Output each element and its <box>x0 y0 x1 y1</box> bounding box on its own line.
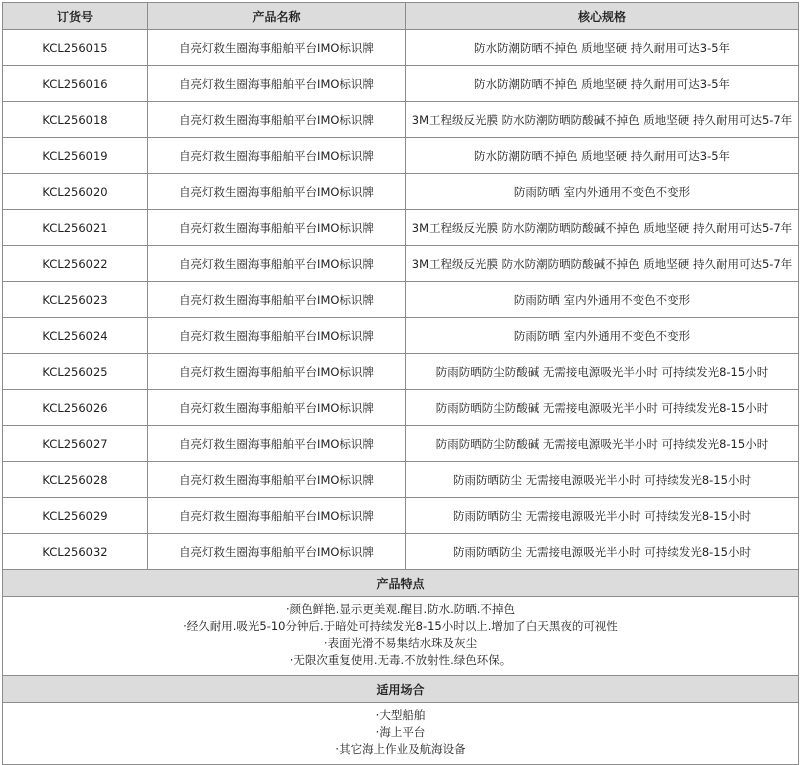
usage-item: ·大型船舶 <box>375 708 426 722</box>
cell-code: KCL256029 <box>3 498 148 534</box>
cell-name: 自亮灯救生圈海事船舶平台IMO标识牌 <box>148 174 406 210</box>
cell-spec: 防水防潮防晒不掉色 质地坚硬 持久耐用可达3-5年 <box>406 30 799 66</box>
cell-name: 自亮灯救生圈海事船舶平台IMO标识牌 <box>148 282 406 318</box>
spec-table <box>2 2 799 765</box>
table-row <box>3 102 799 138</box>
header-name: 产品名称 <box>148 3 406 30</box>
cell-name: 自亮灯救生圈海事船舶平台IMO标识牌 <box>148 318 406 354</box>
table-row <box>3 138 799 174</box>
cell-code: KCL256024 <box>3 318 148 354</box>
cell-code: KCL256028 <box>3 462 148 498</box>
cell-spec: 3M工程级反光膜 防水防潮防晒防酸碱不掉色 质地坚硬 持久耐用可达5-7年 <box>406 210 799 246</box>
table-row <box>3 30 799 66</box>
table-row <box>3 498 799 534</box>
table-row <box>3 282 799 318</box>
cell-name: 自亮灯救生圈海事船舶平台IMO标识牌 <box>148 138 406 174</box>
cell-spec: 3M工程级反光膜 防水防潮防晒防酸碱不掉色 质地坚硬 持久耐用可达5-7年 <box>406 246 799 282</box>
cell-spec: 防雨防晒防尘防酸碱 无需接电源吸光半小时 可持续发光8-15小时 <box>406 354 799 390</box>
cell-code: KCL256026 <box>3 390 148 426</box>
cell-code: KCL256023 <box>3 282 148 318</box>
features-body-row <box>3 597 799 676</box>
cell-name: 自亮灯救生圈海事船舶平台IMO标识牌 <box>148 462 406 498</box>
usage-body-row <box>3 703 799 765</box>
table-row <box>3 390 799 426</box>
cell-spec: 防水防潮防晒不掉色 质地坚硬 持久耐用可达3-5年 <box>406 138 799 174</box>
features-title: 产品特点 <box>3 570 799 597</box>
cell-code: KCL256027 <box>3 426 148 462</box>
usage-list <box>3 703 799 765</box>
usage-item: ·海上平台 <box>375 725 426 739</box>
cell-name: 自亮灯救生圈海事船舶平台IMO标识牌 <box>148 30 406 66</box>
cell-name: 自亮灯救生圈海事船舶平台IMO标识牌 <box>148 246 406 282</box>
cell-spec: 防雨防晒防尘 无需接电源吸光半小时 可持续发光8-15小时 <box>406 534 799 570</box>
cell-spec: 防雨防晒 室内外通用不变色不变形 <box>406 174 799 210</box>
cell-spec: 防水防潮防晒不掉色 质地坚硬 持久耐用可达3-5年 <box>406 66 799 102</box>
header-code: 订货号 <box>3 3 148 30</box>
table-body <box>3 30 799 765</box>
cell-spec: 防雨防晒 室内外通用不变色不变形 <box>406 318 799 354</box>
spec-table-container <box>2 2 798 765</box>
cell-spec: 防雨防晒防尘 无需接电源吸光半小时 可持续发光8-15小时 <box>406 462 799 498</box>
table-row <box>3 318 799 354</box>
cell-code: KCL256025 <box>3 354 148 390</box>
cell-code: KCL256015 <box>3 30 148 66</box>
feature-item: ·无限次重复使用.无毒.不放射性.绿色环保。 <box>289 653 512 667</box>
features-list <box>3 597 799 676</box>
cell-name: 自亮灯救生圈海事船舶平台IMO标识牌 <box>148 534 406 570</box>
header-spec: 核心规格 <box>406 3 799 30</box>
cell-spec: 防雨防晒 室内外通用不变色不变形 <box>406 282 799 318</box>
cell-code: KCL256022 <box>3 246 148 282</box>
cell-code: KCL256019 <box>3 138 148 174</box>
cell-code: KCL256016 <box>3 66 148 102</box>
table-row <box>3 354 799 390</box>
table-row <box>3 534 799 570</box>
feature-item: ·表面光滑不易集结水珠及灰尘 <box>323 636 478 650</box>
cell-spec: 防雨防晒防尘 无需接电源吸光半小时 可持续发光8-15小时 <box>406 498 799 534</box>
cell-spec: 3M工程级反光膜 防水防潮防晒防酸碱不掉色 质地坚硬 持久耐用可达5-7年 <box>406 102 799 138</box>
feature-item: ·颜色鲜艳.显示更美观.醒目.防水.防晒.不掉色 <box>286 602 515 616</box>
table-row <box>3 66 799 102</box>
cell-code: KCL256032 <box>3 534 148 570</box>
cell-code: KCL256018 <box>3 102 148 138</box>
table-row <box>3 246 799 282</box>
cell-name: 自亮灯救生圈海事船舶平台IMO标识牌 <box>148 390 406 426</box>
table-row <box>3 210 799 246</box>
usage-header-row <box>3 676 799 703</box>
features-header-row <box>3 570 799 597</box>
cell-spec: 防雨防晒防尘防酸碱 无需接电源吸光半小时 可持续发光8-15小时 <box>406 390 799 426</box>
usage-item: ·其它海上作业及航海设备 <box>335 742 466 756</box>
cell-code: KCL256021 <box>3 210 148 246</box>
cell-name: 自亮灯救生圈海事船舶平台IMO标识牌 <box>148 426 406 462</box>
cell-name: 自亮灯救生圈海事船舶平台IMO标识牌 <box>148 354 406 390</box>
cell-name: 自亮灯救生圈海事船舶平台IMO标识牌 <box>148 102 406 138</box>
table-row <box>3 462 799 498</box>
cell-spec: 防雨防晒防尘防酸碱 无需接电源吸光半小时 可持续发光8-15小时 <box>406 426 799 462</box>
cell-name: 自亮灯救生圈海事船舶平台IMO标识牌 <box>148 210 406 246</box>
feature-item: ·经久耐用.吸光5-10分钟后.于暗处可持续发光8-15小时以上.增加了白天黑夜的可视性 <box>183 619 618 633</box>
cell-code: KCL256020 <box>3 174 148 210</box>
cell-name: 自亮灯救生圈海事船舶平台IMO标识牌 <box>148 66 406 102</box>
table-header-row <box>3 3 799 30</box>
usage-title: 适用场合 <box>3 676 799 703</box>
table-row <box>3 174 799 210</box>
cell-name: 自亮灯救生圈海事船舶平台IMO标识牌 <box>148 498 406 534</box>
table-row <box>3 426 799 462</box>
